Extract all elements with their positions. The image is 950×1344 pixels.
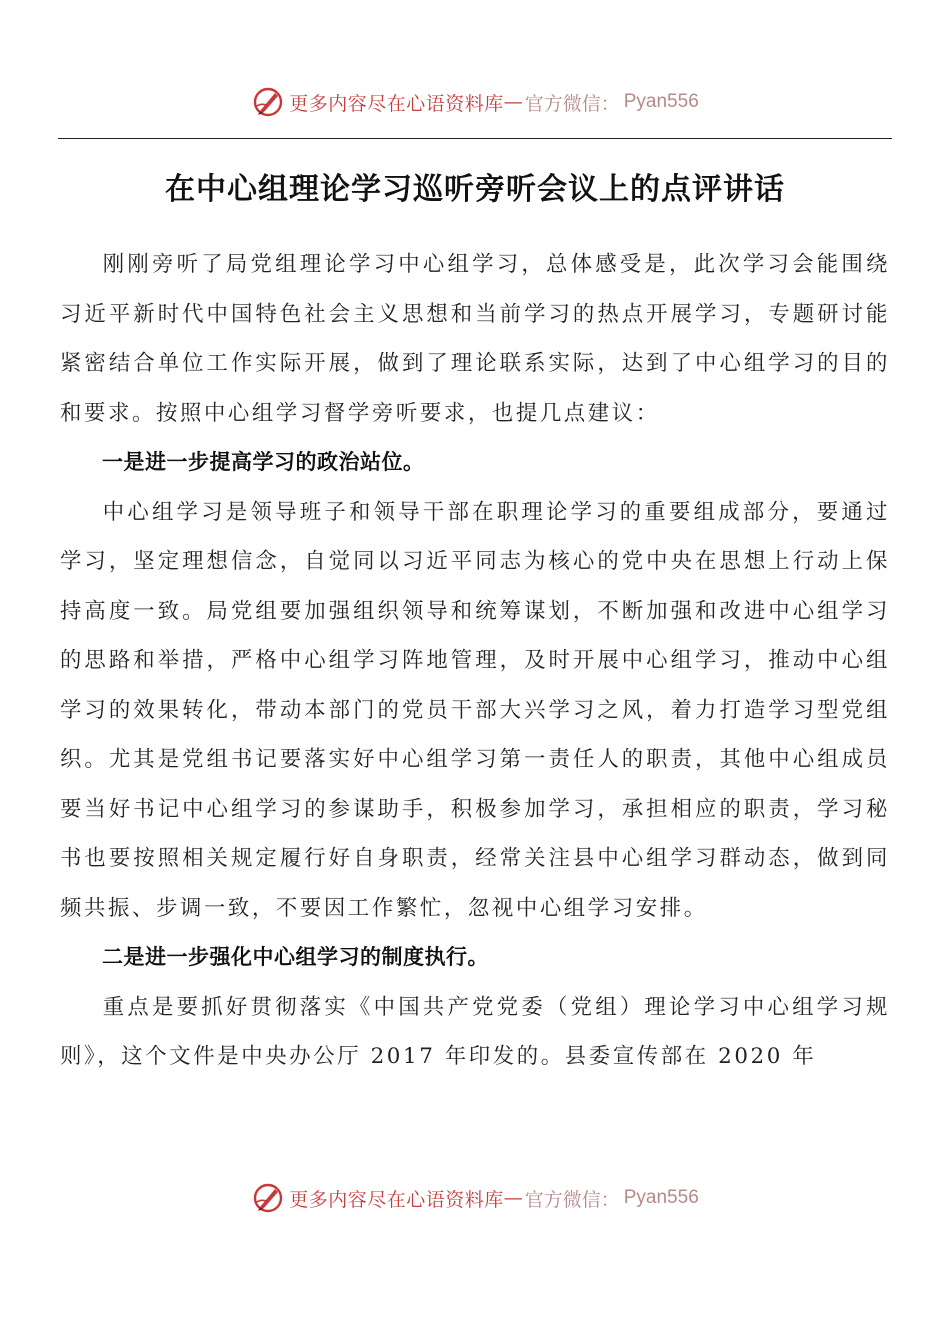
header-watermark: [0, 82, 950, 122]
section-heading-2: 二是进一步强化中心组学习的制度执行。: [102, 945, 489, 969]
paragraph-intro: 刚刚旁听了局党组理论学习中心组学习，总体感受是，此次学习会能围绕习近平新时代中国特色社会主义思想和当前学习的热点开展学习，专题研讨能紧密结合单位工作实际开展，做到了理论联系实际，达到了中心组学习的目的和要求。按照中心组学习督学旁听要求，也提几点建议：: [60, 252, 890, 426]
header-divider: [58, 138, 892, 139]
watermark-wechat-label: 官方微信：: [524, 1188, 620, 1211]
watermark-wechat-id: Pyan556: [623, 91, 699, 112]
document-title: 在中心组理论学习巡听旁听会议上的点评讲话: [165, 172, 785, 207]
watermark-wechat-label: 官方微信：: [524, 92, 620, 115]
paragraph-section-1: 中心组学习是领导班子和领导干部在职理论学习的重要组成部分，要通过学习，坚定理想信念，自觉同以习近平同志为核心的党中央在思想上行动上保持高度一致。局党组要加强组织领导和统筹谋划，不断加强和改进中心组学习的思路和举措，严格中心组学习阵地管理，及时开展中心组学习，推动中心组学习的效果转化，带动本部门的党员干部大兴学习之风，着力打造学习型党组织。尤其是党组书记要落实好中心组学习第一责任人的职责，其他中心组成员要当好书记中心组学习的参谋助手，积极参加学习，承担相应的职责，学习秘书也要按照相关规定履行好自身职责，经常关注县中心组学习群动态，做到同频共振、步调一致，不要因工作繁忙，忽视中心组学习安排。: [60, 499, 890, 921]
footer-watermark: [0, 1178, 950, 1218]
watermark-separator: —: [503, 1187, 523, 1209]
watermark-text: 更多内容尽在心语资料库: [289, 1188, 504, 1211]
paragraph-section-2: 重点是要抓好贯彻落实《中国共产党党委（党组）理论学习中心组学习规则》，这个文件是中央办公厅 2017 年印发的。县委宣传部在 2020 年: [60, 994, 890, 1069]
watermark-wechat-id: Pyan556: [623, 1187, 699, 1208]
watermark-text: 更多内容尽在心语资料库: [289, 92, 504, 115]
section-heading-1: 一是进一步提高学习的政治站位。: [102, 450, 425, 474]
document-body: [60, 240, 890, 1082]
watermark-separator: —: [503, 91, 523, 113]
pen-logo-icon: [251, 1181, 285, 1215]
pen-logo-icon: [251, 85, 285, 119]
